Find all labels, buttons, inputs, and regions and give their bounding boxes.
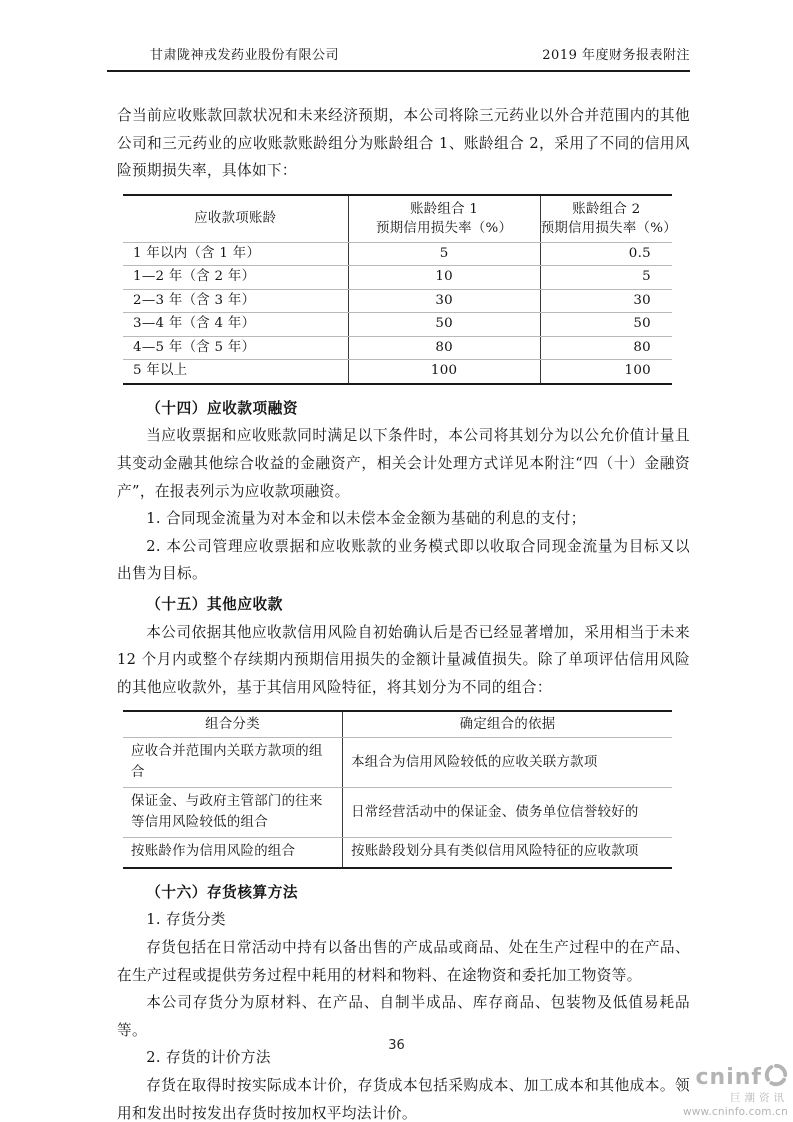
group2-rate: 100 <box>540 360 672 384</box>
cninfo-brand-row <box>683 1063 788 1091</box>
intro-paragraph: 合当前应收账款回款状况和未来经济预期，本公司将除三元药业以外合并范围内的其他公司和三元药业的应收账款账龄组分为账龄组合 1、账龄组合 2，采用了不同的信用风险预期损失率，具体如下： <box>117 107 690 180</box>
group1-rate: 10 <box>348 266 540 290</box>
aging-label: 5 年以上 <box>133 363 188 379</box>
table-row <box>123 838 672 868</box>
col-header-basis: 确定组合的依据 <box>343 711 672 738</box>
portfolio-name: 保证金、与政府主管部门的往来等信用风险较低的组合 <box>123 788 343 838</box>
condition-item-2: 2. 本公司管理应收票据和应收账款的业务模式即以收取合同现金流量为目标又以出售为目标。 <box>117 537 690 583</box>
table-row <box>123 313 672 337</box>
aging-label: 1 年以内（含 1 年） <box>123 242 348 266</box>
col-header-group2: 账龄组合 2 预期信用损失率（%） <box>540 195 672 243</box>
cninfo-logo <box>683 1063 788 1119</box>
table-row <box>123 242 672 266</box>
group1-rate: 100 <box>348 360 540 384</box>
section-14-paragraph: 当应收票据和应收账款同时满足以下条件时，本公司将其划分为以公允价值计量且其变动金融其他综合收益的金融资产，相关会计处理方式详见本附注“四（十）金融资产”，在报表列示为应收款项融资。 <box>117 427 690 500</box>
aging-label: 4—5 年（含 5 年） <box>123 336 348 360</box>
group2-rate: 0.5 <box>540 242 672 266</box>
cninfo-url: www.cninfo.com.cn <box>682 1106 788 1119</box>
table-row <box>123 738 672 788</box>
document-body <box>117 102 690 1122</box>
table-row <box>123 336 672 360</box>
inventory-paragraph-2: 本公司存货分为原材料、在产品、自制半成品、库存商品、包装物及低值易耗品等。 <box>117 994 690 1039</box>
cninfo-swirl-icon <box>764 1063 788 1091</box>
table-header-row <box>123 195 672 243</box>
portfolio-basis: 本组合为信用风险较低的应收关联方款项 <box>343 738 672 788</box>
aging-label: 2—3 年（含 3 年） <box>123 289 348 313</box>
group2-rate: 80 <box>540 336 672 360</box>
col-header-aging: 应收款项账龄 <box>123 195 348 243</box>
portfolio-name: 按账龄作为信用风险的组合 <box>131 844 296 860</box>
table-row <box>123 289 672 313</box>
col-header-group1: 账龄组合 1 预期信用损失率（%） <box>348 195 540 243</box>
section-15-paragraph: 本公司依据其他应收款信用风险自初始确认后是否已经显著增加，采用相当于未来 12 个月内或整个存续期内预期信用损失的金额计量减值损失。除了单项评估信用风险的其他应收款外，基于其信用风险特征，将其划分为不同的组合： <box>117 623 690 696</box>
header-row <box>107 47 690 72</box>
section-16-heading: （十六）存货核算方法 <box>146 883 299 901</box>
portfolio-basis: 日常经营活动中的保证金、债务单位信誉较好的 <box>343 788 672 838</box>
inventory-pricing-subheading: 2. 存货的计价方法 <box>146 1049 271 1067</box>
table-header-row <box>123 711 672 738</box>
section-14-heading: （十四）应收款项融资 <box>146 399 299 417</box>
cninfo-brand: cninf <box>695 1064 762 1090</box>
inventory-paragraph-1: 存货包括在日常活动中持有以备出售的产成品或商品、处在生产过程中的在产品、在生产过程或提供劳务过程中耗用的材料和物料、在途物资和委托加工物资等。 <box>117 939 690 984</box>
inventory-class-subheading: 1. 存货分类 <box>146 911 226 929</box>
company-name: 甘肃陇神戎发药业股份有限公司 <box>150 48 340 63</box>
group2-rate: 50 <box>540 313 672 337</box>
page-header <box>107 0 690 72</box>
table-row <box>123 788 672 838</box>
group1-rate: 5 <box>348 242 540 266</box>
table-row <box>123 360 672 384</box>
group1-rate: 80 <box>348 336 540 360</box>
page-number: 36 <box>388 1038 405 1053</box>
table-row <box>123 266 672 290</box>
section-15-heading: （十五）其他应收款 <box>146 595 283 613</box>
aging-loss-rate-table <box>123 194 677 385</box>
group1-rate: 50 <box>348 313 540 337</box>
aging-label: 3—4 年（含 4 年） <box>123 313 348 337</box>
report-title: 2019 年度财务报表附注 <box>542 48 690 63</box>
group1-rate: 30 <box>348 289 540 313</box>
group2-rate: 5 <box>540 266 672 290</box>
cninfo-name-cn: 巨潮资讯 <box>730 1092 788 1105</box>
col-header-portfolio: 组合分类 <box>123 711 343 738</box>
group2-rate: 30 <box>540 289 672 313</box>
portfolio-basis: 按账龄段划分具有类似信用风险特征的应收款项 <box>343 838 672 868</box>
condition-item-1: 1. 合同现金流量为对本金和以未偿本金金额为基础的利息的支付； <box>146 510 586 528</box>
portfolio-name: 应收合并范围内关联方款项的组合 <box>123 738 343 788</box>
credit-risk-portfolio-table <box>123 710 672 869</box>
inventory-paragraph-3: 存货在取得时按实际成本计价，存货成本包括采购成本、加工成本和其他成本。领用和发出时按发出存货时按加权平均法计价。 <box>117 1076 690 1122</box>
aging-label: 1—2 年（含 2 年） <box>123 266 348 290</box>
